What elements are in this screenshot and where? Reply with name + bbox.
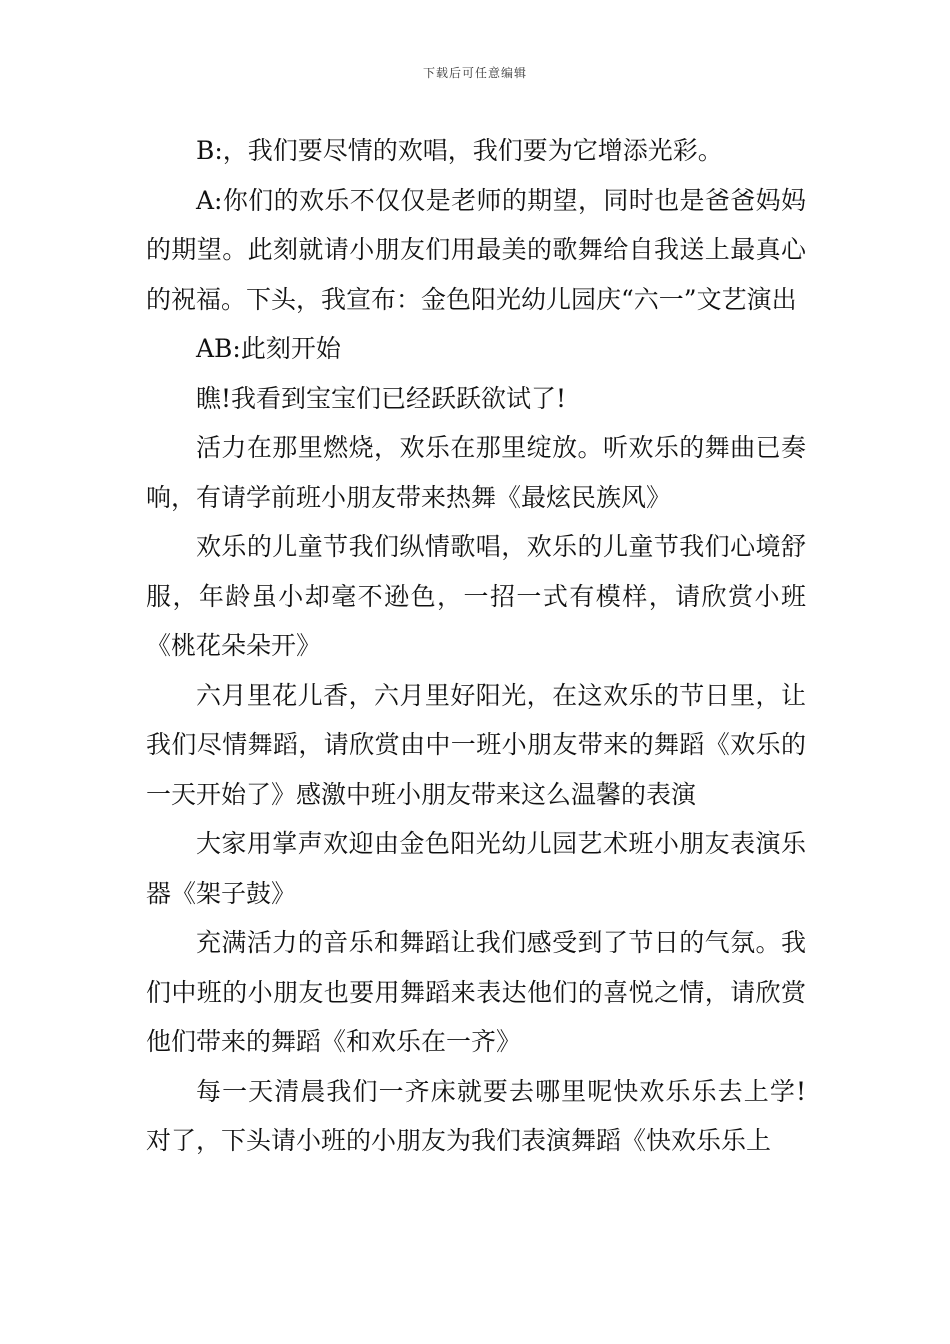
document-body [146,126,806,1166]
page-header: 下载后可任意编辑 [422,66,527,80]
paragraph: 充满活力的音乐和舞蹈让我们感受到了节日的气氛。我们中班的小朋友也要用舞蹈来表达他们的喜悦之情，请欣赏他们带来的舞蹈《和欢乐在一齐》 [146,928,806,1056]
paragraph: 六月里花儿香，六月里好阳光，在这欢乐的节日里，让我们尽情舞蹈，请欣赏由中一班小朋友带来的舞蹈《欢乐的一天开始了》感激中班小朋友带来这么温馨的表演 [146,680,806,809]
paragraph: 活力在那里燃烧，欢乐在那里绽放。听欢乐的舞曲已奏响，有请学前班小朋友带来热舞《最炫民族风》 [146,433,806,512]
paragraph: AB:此刻开始 [196,334,341,363]
paragraph: A:你们的欢乐不仅仅是老师的期望，同时也是爸爸妈妈的期望。此刻就请小朋友们用最美的歌舞给自我送上最真心的祝福。下头，我宣布：金色阳光幼儿园庆“六一”文艺演出 [146,185,806,314]
paragraph: B:，我们要尽情的欢唱，我们要为它增添光彩。 [196,136,723,165]
paragraph: 大家用掌声欢迎由金色阳光幼儿园艺术班小朋友表演乐器《架子鼓》 [146,829,806,908]
paragraph: 瞧!我看到宝宝们已经跃跃欲试了! [196,383,567,413]
paragraph: 欢乐的儿童节我们纵情歌唱，欢乐的儿童节我们心境舒服，年龄虽小却毫不逊色，一招一式有模样，请欣赏小班《桃花朵朵开》 [146,532,806,660]
paragraph: 每一天清晨我们一齐床就要去哪里呢快欢乐乐去上学!对了，下头请小班的小朋友为我们表演舞蹈《快欢乐乐上 [146,1076,806,1155]
